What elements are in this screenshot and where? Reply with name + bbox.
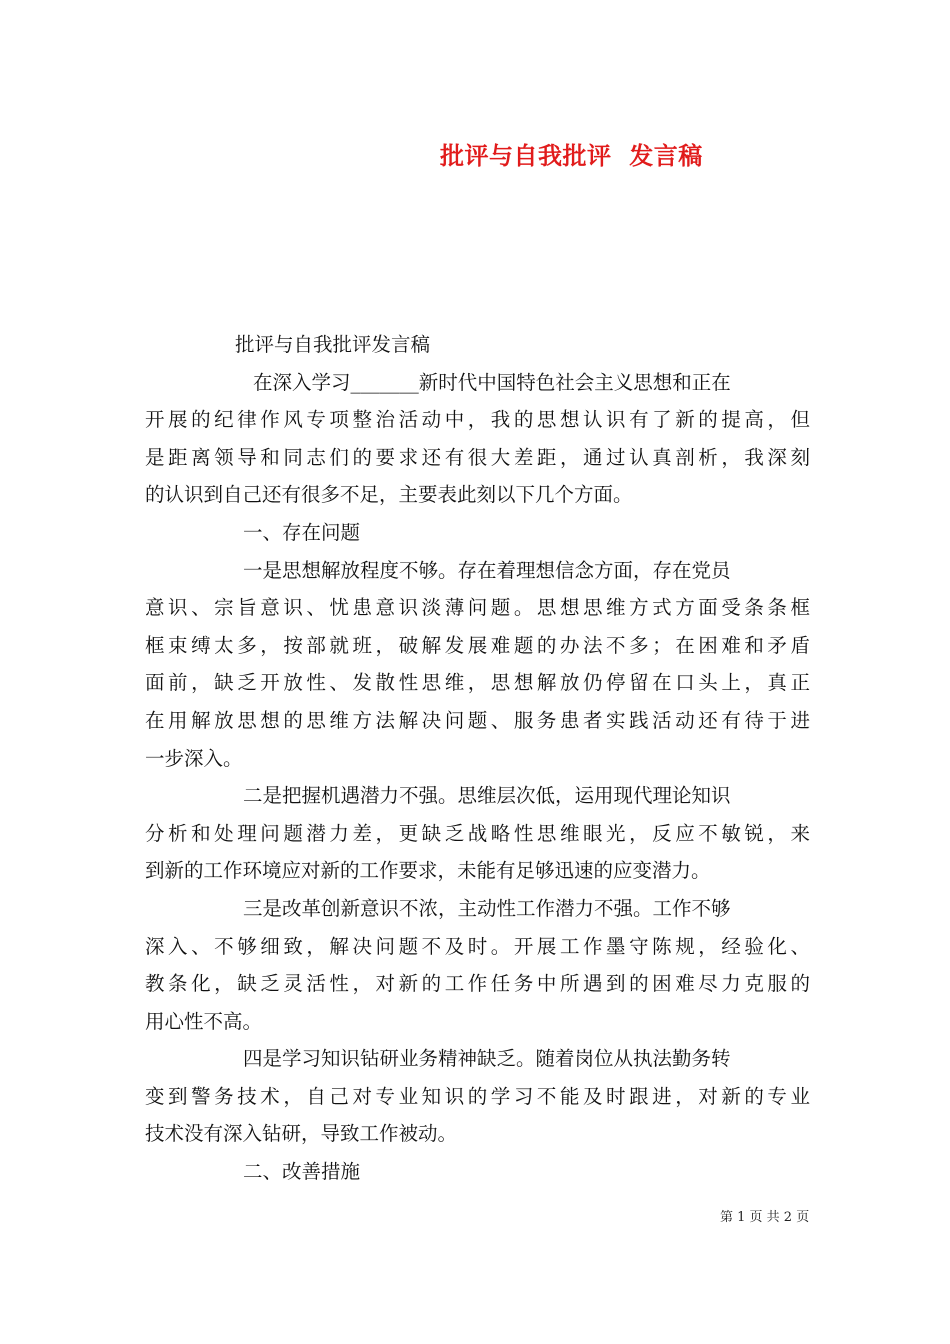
document-body: [145, 326, 810, 1191]
page-number: 第 1 页 共 2 页: [720, 1210, 810, 1225]
paragraph-line: 框束缚太多，按部就班，破解发展难题的办法不多；在困难和矛盾: [145, 633, 810, 657]
paragraph-line: 开展的纪律作风专项整治活动中，我的思想认识有了新的提高，但: [145, 408, 810, 432]
paragraph-line: 变到警务技术，自己对专业知识的学习不能及时跟进，对新的专业: [145, 1084, 810, 1108]
paragraph-line: 用心性不高。: [145, 1009, 263, 1033]
paragraph-line: 四是学习知识钻研业务精神缺乏。随着岗位从执法勤务转: [243, 1047, 731, 1071]
document-title: 批评与自我批评 发言稿: [440, 142, 703, 170]
paragraph-line: 教条化，缺乏灵活性，对新的工作任务中所遇到的困难尽力克服的: [145, 972, 810, 996]
paragraph-line: 二是把握机遇潜力不强。思维层次低，运用现代理论知识: [243, 784, 731, 808]
paragraph-line: 一步深入。: [145, 746, 243, 770]
paragraph-line: 面前，缺乏开放性、发散性思维，思想解放仍停留在口头上，真正: [145, 671, 810, 695]
document-subtitle: 批评与自我批评发言稿: [235, 333, 431, 356]
paragraph-line: 到新的工作环境应对新的工作要求，未能有足够迅速的应变潜力。: [145, 859, 711, 883]
section-heading: 二、改善措施: [243, 1160, 361, 1184]
paragraph-line: 是距离领导和同志们的要求还有很大差距，通过认真剖析，我深刻: [145, 445, 810, 469]
paragraph-line: 在用解放思想的思维方法解决问题、服务患者实践活动还有待于进: [145, 708, 810, 732]
paragraph-line: 技术没有深入钻研，导致工作被动。: [145, 1122, 458, 1146]
paragraph-line: 在深入学习_______新时代中国特色社会主义思想和正在: [253, 370, 731, 394]
paragraph-line: 意识、宗旨意识、忧患意识淡薄问题。思想思维方式方面受条条框: [145, 596, 810, 620]
paragraph-line: 分析和处理问题潜力差，更缺乏战略性思维眼光，反应不敏锐，来: [145, 821, 810, 845]
section-heading: 一、存在问题: [243, 520, 361, 544]
paragraph-line: 的认识到自己还有很多不足，主要表此刻以下几个方面。: [145, 483, 633, 507]
paragraph-line: 三是改革创新意识不浓，主动性工作潜力不强。工作不够: [243, 896, 731, 920]
paragraph-line: 一是思想解放程度不够。存在着理想信念方面，存在党员: [243, 558, 731, 582]
paragraph-line: 深入、不够细致，解决问题不及时。开展工作墨守陈规，经验化、: [145, 934, 810, 958]
